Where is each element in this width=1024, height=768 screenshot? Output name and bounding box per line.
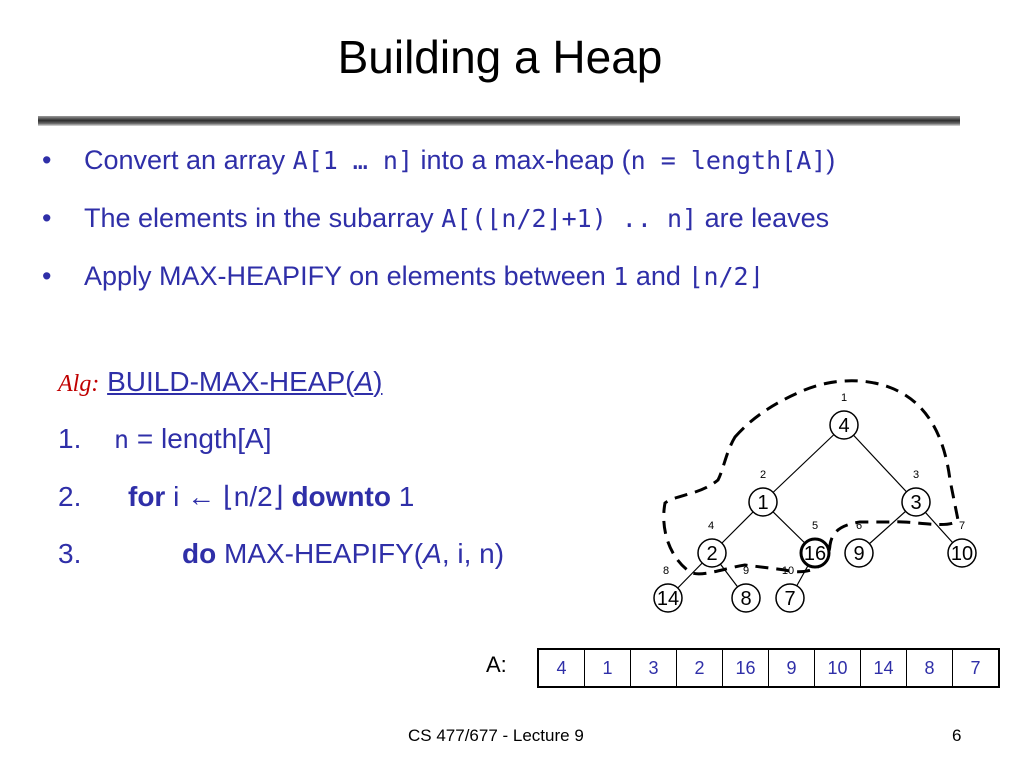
array-cell: 3	[630, 650, 676, 686]
array-cell: 16	[722, 650, 768, 686]
bullet-code: 1	[613, 262, 629, 291]
heap-node-index: 4	[707, 520, 715, 532]
algorithm-close: )	[373, 366, 383, 397]
heap-node	[654, 565, 682, 612]
heap-node	[845, 520, 873, 567]
line-keyword: do	[182, 538, 217, 569]
bullet-code: ⌊n/2⌋	[688, 262, 764, 291]
footer-course: CS 477/677 - Lecture 9	[408, 726, 584, 745]
heap-node-value: 8	[740, 588, 752, 610]
bullet-text: and	[628, 261, 689, 291]
bullet-dot-icon: •	[42, 203, 52, 233]
line-text: , i, n)	[441, 538, 505, 569]
heap-node-value: 16	[803, 543, 827, 565]
bullet-text: Convert an array	[84, 145, 293, 175]
bullet-text: The elements in the subarray	[84, 203, 442, 233]
line-code: n	[114, 425, 130, 454]
heap-node-value: 7	[784, 588, 796, 610]
array-table	[537, 648, 1000, 688]
heap-node-index: 9	[742, 565, 750, 577]
line-text: MAX-HEAPIFY(	[216, 538, 424, 569]
array-cell: 7	[952, 650, 998, 686]
line-text: i ← ⌊n/2⌋	[165, 481, 292, 512]
algorithm-name-text: BUILD-MAX-HEAP(	[107, 366, 355, 397]
heap-node-index: 10	[781, 565, 795, 577]
tree-edge	[763, 425, 844, 502]
footer-page-number: 6	[952, 726, 962, 745]
bullet-text: )	[826, 145, 836, 175]
bullet-code: n = length[A]	[630, 146, 827, 175]
heap-node-index: 7	[958, 520, 966, 532]
heap-node-value: 2	[706, 543, 718, 565]
heap-node-value: 3	[910, 492, 922, 514]
heap-node	[801, 520, 829, 567]
heap-node-index: 5	[811, 520, 819, 532]
array-cell: 14	[860, 650, 906, 686]
bullet-code: A[(⌊n/2⌋+1) .. n]	[441, 204, 698, 233]
bullet-code: A[1 … n]	[292, 146, 414, 175]
heap-node-value: 9	[853, 543, 865, 565]
line-keyword: for	[128, 481, 166, 512]
bullet-text: Apply MAX-HEAPIFY on elements between	[84, 261, 614, 291]
array-cell: 8	[906, 650, 952, 686]
line-text: = length[A]	[129, 423, 272, 454]
heap-node-value: 1	[757, 492, 769, 514]
line-keyword: downto	[291, 481, 391, 512]
heap-node	[902, 469, 930, 516]
heap-node	[948, 520, 976, 567]
heap-node-value: 14	[656, 588, 680, 610]
heap-node-index: 2	[759, 469, 767, 481]
array-cell: 9	[768, 650, 814, 686]
line-number: 3.	[58, 538, 82, 569]
heap-node-index: 8	[662, 565, 670, 577]
heap-node	[698, 520, 726, 567]
bullet-dot-icon: •	[42, 145, 52, 175]
slide-title: Building a Heap	[337, 31, 663, 83]
algorithm-arg: A	[354, 366, 374, 397]
array-cell: 2	[676, 650, 722, 686]
heap-node-index: 3	[912, 469, 920, 481]
line-number: 2.	[58, 481, 82, 512]
heap-node-value: 10	[950, 543, 974, 565]
heap-node-index: 6	[855, 520, 863, 532]
array-cell: 4	[556, 658, 567, 678]
array-cell: 1	[584, 650, 630, 686]
bullet-text: into a max-heap (	[413, 145, 631, 175]
line-number: 1.	[58, 423, 82, 454]
bullet-dot-icon: •	[42, 261, 52, 291]
heap-node	[749, 469, 777, 516]
tree-nodes	[654, 392, 976, 612]
heap-node-value: 4	[838, 415, 850, 437]
array-cell: 10	[814, 650, 860, 686]
heap-node-index: 1	[840, 392, 848, 404]
algorithm-label: Alg:	[58, 371, 100, 397]
heap-node	[830, 392, 858, 439]
line-text: 1	[390, 481, 415, 512]
line-arg: A	[423, 538, 442, 569]
bullet-text: are leaves	[697, 203, 830, 233]
array-label: A:	[486, 652, 507, 677]
heap-node	[732, 565, 760, 612]
tree-edge	[844, 425, 916, 502]
